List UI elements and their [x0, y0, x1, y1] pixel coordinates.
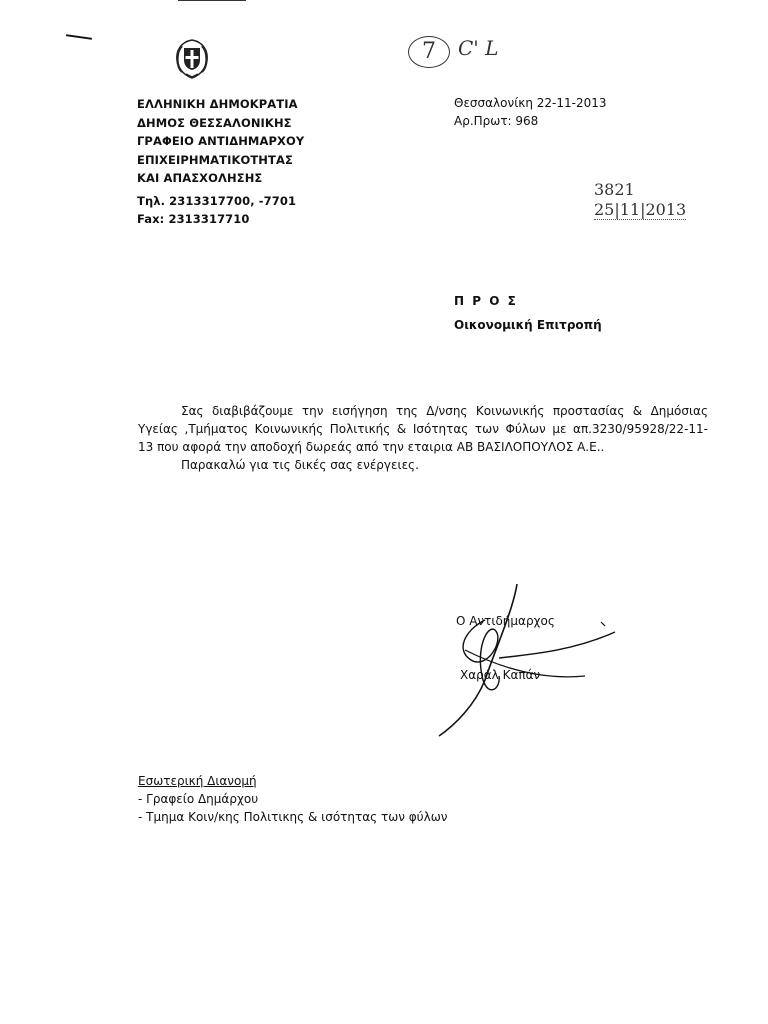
distribution-item-mayor: - Γραφείο Δημάρχου	[138, 792, 259, 806]
body-line-1: Σας διαβιβάζουμε την εισήγηση της Δ/νσης Κοινωνικής προστασίας & Δημόσιας	[181, 404, 708, 418]
header-line-municipality: ΔΗΜΟΣ ΘΕΣΣΑΛΟΝΙΚΗΣ	[137, 115, 292, 130]
signatory-title: Ο Αντιδήμαρχος	[456, 614, 555, 628]
header-line-department: ΕΠΙΧΕΙΡΗΜΑΤΙΚΟΤΗΤΑΣ	[137, 152, 293, 167]
phone-number: Τηλ. 2313317700, -7701	[137, 193, 297, 208]
coat-of-arms-emblem	[172, 38, 212, 80]
signatory-name: Χαράλ Καπάν	[460, 668, 541, 682]
header-line-country: ΕΛΛΗΝΙΚΗ ΔΗΜΟΚΡΑΤΙΑ	[137, 97, 298, 111]
document-meta	[454, 94, 607, 130]
top-rule	[178, 0, 246, 1]
header-line-employment: ΚΑΙ ΑΠΑΣΧΟΛΗΣΗΣ	[137, 171, 263, 185]
handwritten-signature	[425, 580, 625, 740]
issuer-header	[137, 95, 304, 229]
registry-date: 25|11|2013	[594, 200, 687, 219]
handwritten-note: C' L	[458, 36, 499, 60]
handwritten-circled-number: 7	[408, 36, 450, 68]
body-line-4: Παρακαλώ για τις δικές σας ενέργειες.	[181, 458, 419, 472]
registry-number: 3821	[594, 180, 635, 199]
place-date: Θεσσαλονίκη 22-11-2013	[454, 96, 607, 110]
recipient-label: Π Ρ Ο Σ	[454, 294, 518, 308]
fax-number: Fax: 2313317710	[137, 212, 250, 226]
protocol-number: Αρ.Πρωτ: 968	[454, 114, 539, 128]
distribution-item-social-policy: - Τμημα Κοιν/κης Πολιτικης & ισότητας των φύλων	[138, 810, 448, 824]
header-line-office: ΓΡΑΦΕΙΟ ΑΝΤΙΔΗΜΑΡΧΟΥ	[137, 134, 305, 148]
distribution-list	[138, 772, 447, 826]
letter-body	[138, 402, 708, 474]
margin-mark	[66, 34, 92, 40]
body-line-3: 13 που αφορά την αποδοχή δωρεάς από την εταιρια ΑΒ ΒΑΣΙΛΟΠΟΥΛΟΣ Α.Ε..	[138, 440, 605, 454]
distribution-title: Εσωτερική Διανομή	[138, 774, 257, 788]
recipient-name: Οικονομική Επιτροπή	[454, 318, 602, 332]
body-line-2: Υγείας ,Τμήματος Κοινωνικής Πολιτικής & Ισότητας των Φύλων με απ.3230/95928/22-11-	[138, 422, 708, 436]
